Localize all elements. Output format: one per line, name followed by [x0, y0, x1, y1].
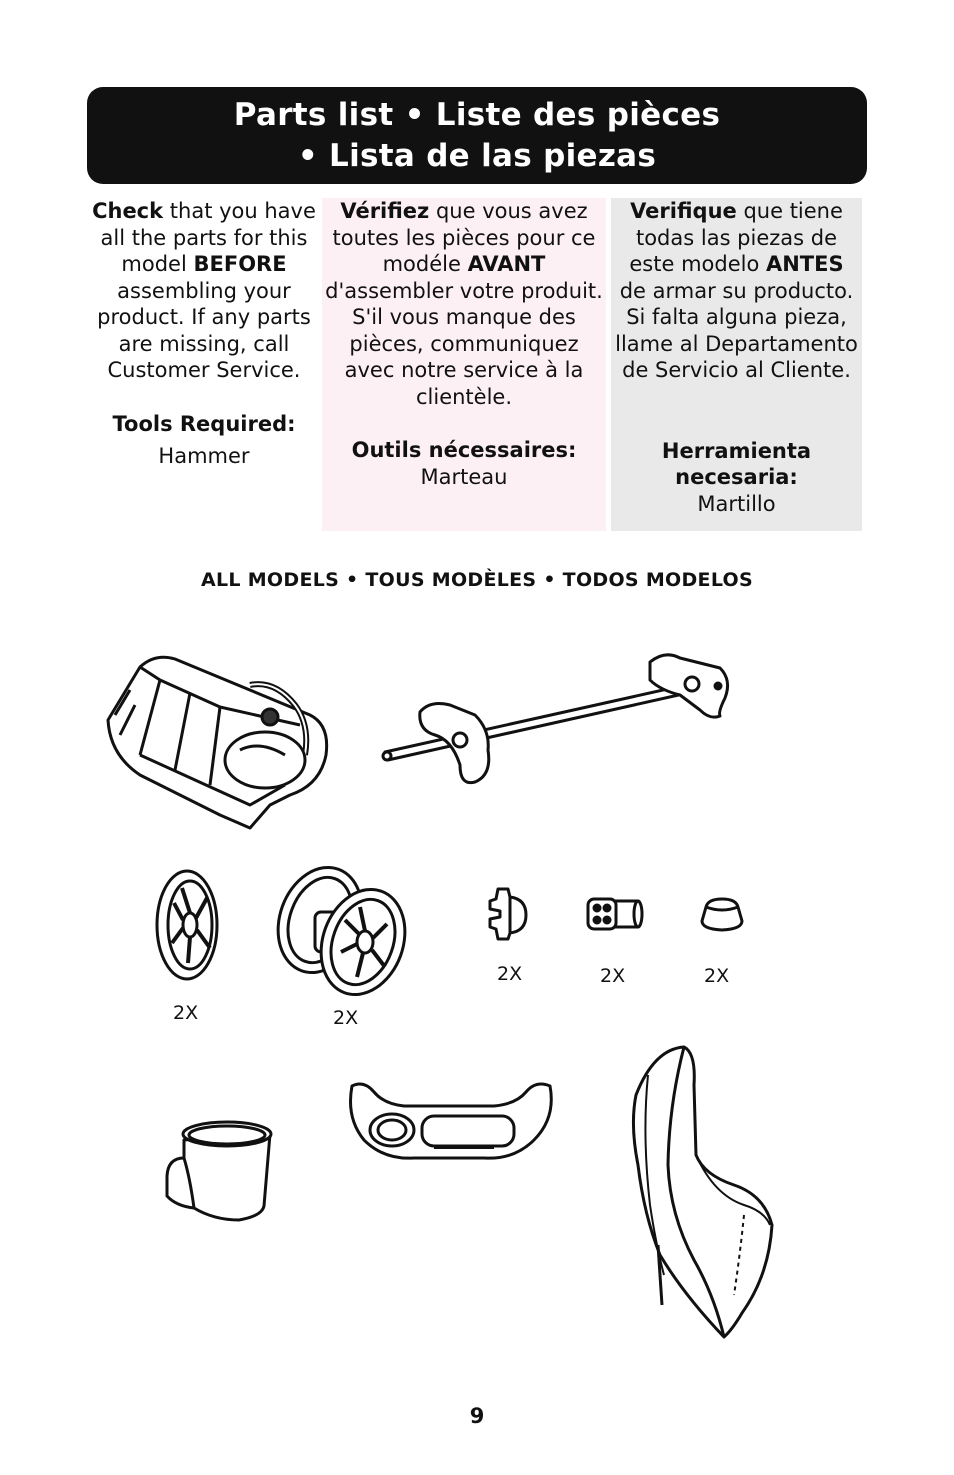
- before-bold: ANTES: [765, 252, 844, 276]
- connector-illustration: [584, 893, 646, 935]
- canopy-illustration: [624, 1045, 776, 1340]
- french-column: [322, 198, 606, 531]
- page-title-banner: [87, 87, 867, 184]
- tools-value: Martillo: [697, 491, 776, 516]
- check-bold: Verifique: [630, 199, 737, 223]
- title-line-1: Parts list • Liste des pièces: [233, 96, 721, 133]
- parent-tray-illustration: [344, 1078, 556, 1168]
- models-heading: ALL MODELS • TOUS MODÈLES • TODOS MODELOS: [200, 569, 753, 591]
- title-line-2: • Lista de las piezas: [297, 137, 657, 174]
- rear-axle-illustration: [380, 650, 740, 790]
- instruction-text: that you have all the parts for this model: [100, 199, 316, 276]
- check-bold: Check: [92, 199, 164, 223]
- instruction-text: assembling your product. If any parts are missing, call Customer Service.: [97, 278, 311, 382]
- tools-heading: Herramienta necesaria:: [661, 438, 812, 489]
- page-number: 9: [469, 1404, 485, 1428]
- cup-holder-illustration: [164, 1118, 276, 1224]
- tools-value: Marteau: [420, 464, 508, 489]
- front-wheel-quantity: 2X: [333, 1007, 359, 1029]
- instruction-text: que tiene todas las piezas de este modelo: [629, 199, 843, 276]
- stroller-frame-illustration: [100, 645, 335, 835]
- front-wheel-illustration: [275, 862, 410, 997]
- clip-illustration: [488, 885, 530, 943]
- spanish-instructions: [611, 198, 862, 384]
- rear-wheel-quantity: 2X: [173, 1002, 199, 1024]
- tools-value: Hammer: [158, 444, 250, 468]
- english-column: [90, 198, 318, 470]
- connector-quantity: 2X: [600, 965, 626, 987]
- french-instructions: [322, 198, 606, 410]
- english-instructions: [90, 198, 318, 384]
- tools-heading: Outils nécessaires:: [351, 438, 577, 462]
- instruction-text: de armar su producto. Si falta alguna pieza, llame al Departamento de Servicio al Cliente.: [615, 278, 858, 382]
- spanish-column: [611, 198, 862, 531]
- clip-quantity: 2X: [497, 963, 523, 985]
- before-bold: AVANT: [467, 252, 546, 276]
- tools-heading: Tools Required:: [112, 411, 296, 436]
- cap-illustration: [698, 893, 746, 935]
- cap-quantity: 2X: [704, 965, 730, 987]
- instruction-text: que vous avez toutes les pièces pour ce modéle: [332, 199, 596, 276]
- rear-wheel-illustration: [152, 868, 222, 983]
- before-bold: BEFORE: [193, 252, 287, 276]
- instruction-text: d'assembler votre produit. S'il vous manque des pièces, communiquez avec notre service à la clientèle.: [325, 278, 603, 409]
- check-bold: Vérifiez: [340, 199, 430, 223]
